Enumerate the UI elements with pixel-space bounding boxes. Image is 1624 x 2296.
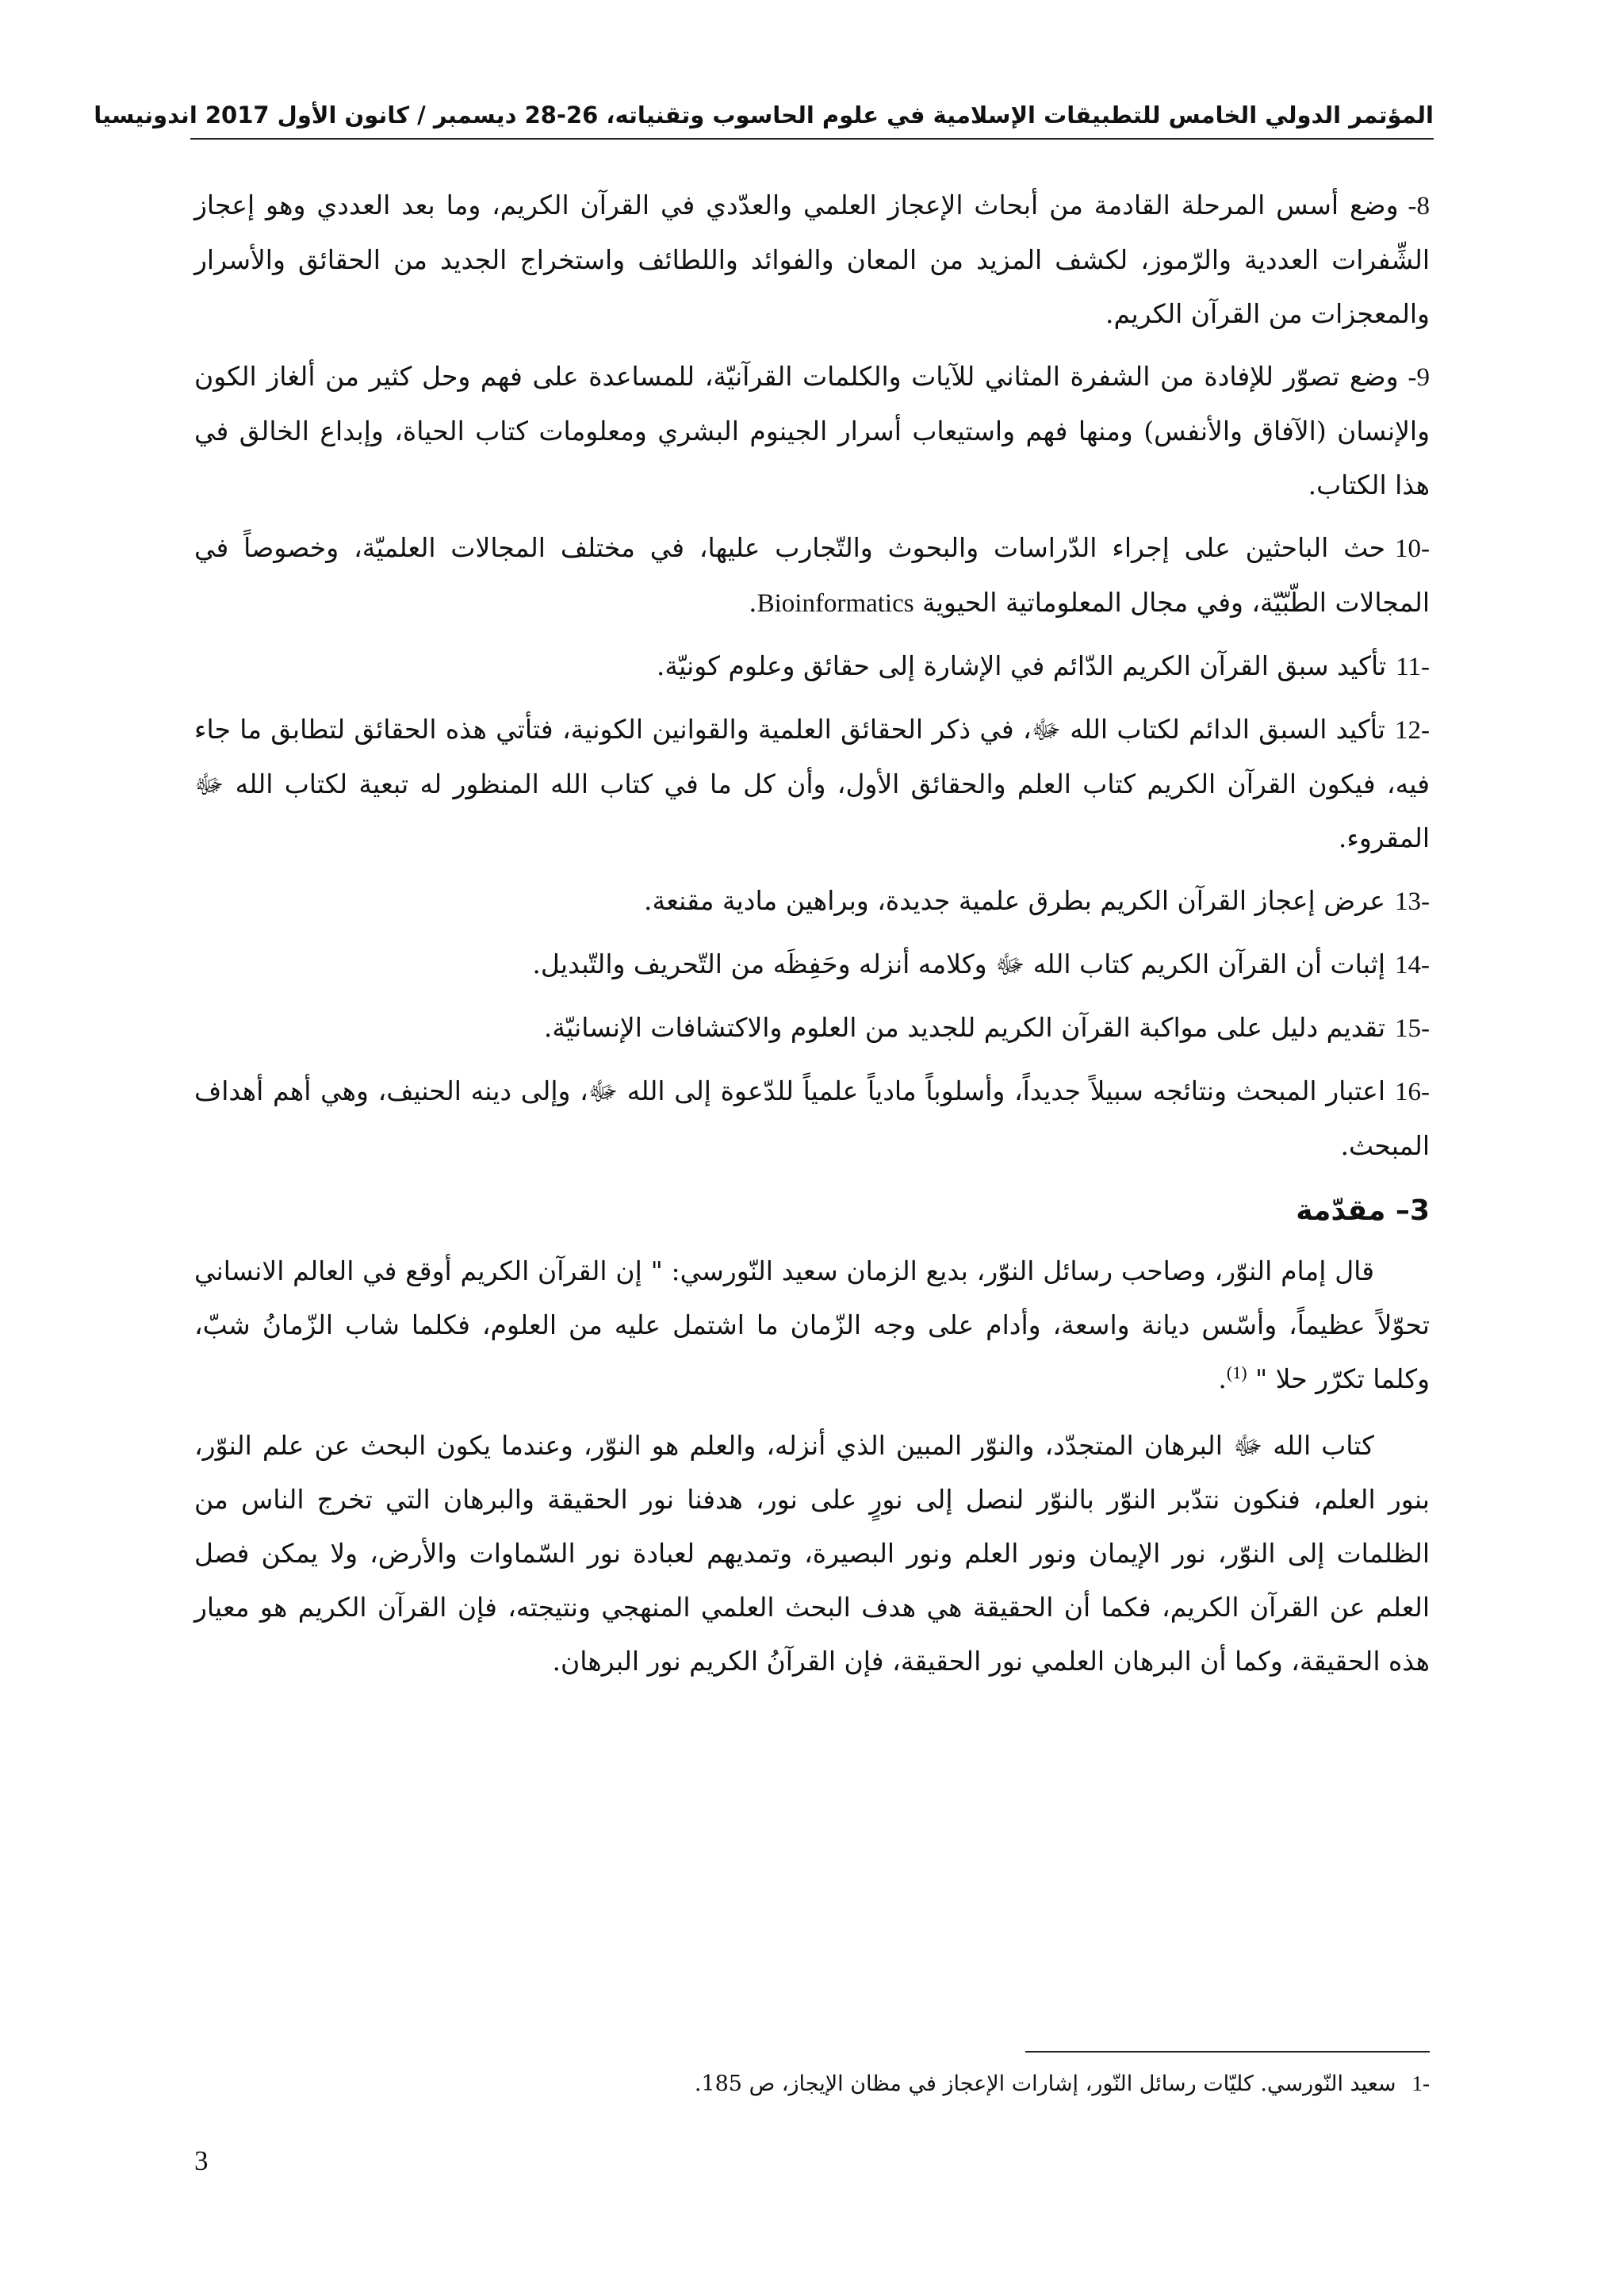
objective-text: وضع أسس المرحلة القادمة من أبحاث الإعجاز العلمي والعدّدي في القرآن الكريم، وما بعد العددي وهو إعجاز الشِّفرات العددية والرّموز، لكشف المزيد من المعان والفوائد واللطائف واستخراج الجديد من الحقائق والأسرار والمعجزات من القرآن الكريم. [194, 190, 1430, 329]
objective-text: وضع تصوّر للإفادة من الشفرة المثاني للآيات والكلمات القرآنيّة، للمساعدة على فهم وحل كثير من ألغاز الكون والإنسان (الآفاق والأنفس) ومنها فهم واستيعاب أسرار الجينوم البشري ومعلومات كتاب الحياة، وإبداع الخالق في هذا الكتاب. [194, 361, 1430, 500]
objective-item-13 [194, 874, 1430, 929]
footnote-reference[interactable]: (1) [1226, 1363, 1247, 1382]
objective-item-15 [194, 1001, 1430, 1056]
objective-item-14 [194, 937, 1430, 992]
intro-paragraph-1 [194, 1244, 1430, 1406]
paragraph-end: . [1218, 1363, 1227, 1394]
header-rule [190, 138, 1434, 140]
objective-item-16 [194, 1064, 1430, 1173]
objective-text: اعتبار المبحث ونتائجه سبيلاً جديداً، وأسلوباً مادياً علمياً للدّعوة إلى الله ﷻ، وإلى دينه الحنيف، وهي أهم أهداف المبحث. [194, 1075, 1430, 1161]
objective-text-end: . [749, 587, 757, 618]
objective-number: -8 [1408, 192, 1430, 220]
objective-number: 14- [1395, 951, 1430, 979]
footnote-text: سعيد النّورسي. كليّات رسائل النّور، إشارات الإعجاز في مظان الإيجاز، ص 185. [694, 2072, 1396, 2096]
objective-number: -9 [1408, 363, 1430, 392]
objective-text: تقديم دليل على مواكبة القرآن الكريم للجديد من العلوم والاكتشافات الإنسانيّة. [543, 1012, 1385, 1043]
objective-item-12 [194, 703, 1430, 865]
intro-paragraph-2 [194, 1419, 1430, 1688]
running-header: المؤتمر الدولي الخامس للتطبيقات الإسلامية في علوم الحاسوب وتقنياته، 26-28 ديسمبر / كانون الأول 2017 اندونيسيا [94, 102, 1434, 128]
objective-text: تأكيد سبق القرآن الكريم الدّائم في الإشارة إلى حقائق وعلوم كونيّة. [656, 650, 1387, 681]
objective-text: إثبات أن القرآن الكريم كتاب الله ﷻ وكلامه أنزله وحَفِظَه من التّحريف والتّبديل. [532, 949, 1385, 979]
objective-number: 16- [1395, 1078, 1431, 1106]
footnote [194, 2066, 1430, 2102]
paragraph-text: قال إمام النوّر، وصاحب رسائل النوّر، بديع الزمان سعيد النّورسي: " إن القرآن الكريم أوقع في العالم الانساني تحوّلاً عظيماً، وأسّس ديانة واسعة، وأدام على وجه الزّمان ما اشتمل عليه من العلوم، فكلما شاب الزّمانُ شبّ، وكلما تكرّر حلا " [194, 1255, 1430, 1394]
objective-item-9 [194, 350, 1430, 512]
section-heading: 3– مقدّمة [1296, 1194, 1430, 1227]
objective-number: 12- [1395, 716, 1430, 745]
objective-number: 13- [1395, 887, 1430, 916]
objective-text: عرض إعجاز القرآن الكريم بطرق علمية جديدة، وبراهين مادية مقنعة. [644, 885, 1385, 916]
footnote-number: -1 [1411, 2072, 1430, 2095]
footnote-rule [1025, 2051, 1430, 2053]
main-content [194, 178, 1430, 1701]
paragraph-text: كتاب الله ﷻ البرهان المتجدّد، والنوّر المبين الذي أنزله، والعلم هو النوّر، وعندما يكون البحث عن علم النوّر، بنور العلم، فنكون نتدّبر النوّر بالنوّر لنصل إلى نورٍ على نور، هدفنا نور الحقيقة والبرهان التي تخرج الناس من الظلمات إلى النوّر، نور الإيمان ونور العلم ونور البصيرة، وتمديهم لعبادة نور السّماوات والأرض، ولا يمكن فصل العلم عن القرآن الكريم، فكما أن الحقيقة هي هدف البحث العلمي المنهجي ونتيجته، فإن القرآن الكريم هو معيار هذه الحقيقة، وكما أن البرهان العلمي نور الحقيقة، فإن القرآنُ الكريم نور البرهان. [194, 1430, 1430, 1677]
objective-number: 10- [1395, 535, 1430, 563]
objective-text: حث الباحثين على إجراء الدّراسات والبحوث والتّجارب عليها، في مختلف المجالات العلميّة، وخصوصاً في المجالات الطّبّيّة، وفي مجال المعلوماتية الحيوية [194, 532, 1430, 618]
objective-item-11 [194, 639, 1430, 694]
objective-number: 11- [1396, 653, 1430, 681]
page-number: 3 [194, 2145, 209, 2176]
objective-item-10 [194, 521, 1430, 631]
objective-text: تأكيد السبق الدائم لكتاب الله ﷻ، في ذكر الحقائق العلمية والقوانين الكونية، فتأتي هذه الحقائق لتطابق ما جاء فيه، فيكون القرآن الكريم كتاب العلم والحقائق الأول، وأن كل ما في كتاب الله المنظور له تبعية لكتاب الله ﷻ المقروء. [194, 714, 1430, 853]
objective-number: 15- [1395, 1014, 1430, 1043]
objective-item-8 [194, 178, 1430, 341]
bioinformatics-term: Bioinformatics [756, 589, 914, 618]
